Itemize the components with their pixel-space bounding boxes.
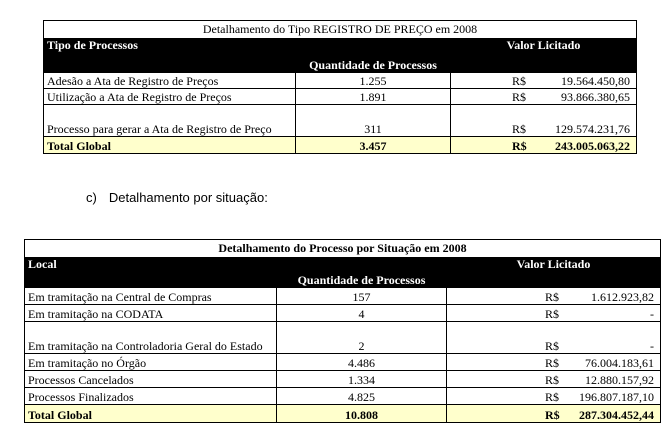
table-row	[25, 288, 661, 305]
amount: -	[650, 307, 655, 321]
row-label: Em tramitação na CODATA	[25, 305, 277, 322]
caption-marker: c)	[86, 190, 97, 205]
row-qty: 311	[296, 105, 451, 137]
row-label: Utilização a Ata de Registro de Preços	[44, 89, 296, 105]
table-row	[25, 305, 661, 322]
row-value	[451, 73, 637, 89]
registro-preco-table	[43, 20, 637, 154]
currency: R$	[545, 373, 560, 387]
total-value	[451, 137, 637, 154]
header-qty: Quantidade de Processos	[277, 258, 447, 288]
row-value	[447, 371, 661, 388]
total-row	[25, 405, 661, 423]
table-row	[44, 89, 637, 105]
currency: R$	[545, 390, 560, 404]
row-qty: 1.334	[277, 371, 447, 388]
table-row	[44, 73, 637, 89]
row-label: Processos Cancelados	[25, 371, 277, 388]
table-row	[44, 105, 637, 137]
currency: R$	[545, 408, 560, 422]
table-title: Detalhamento do Processo por Situação em 2008	[25, 240, 661, 258]
currency: R$	[512, 74, 527, 88]
table-title-row	[44, 21, 637, 39]
row-label: Em tramitação na Controladoria Geral do Estado	[25, 322, 277, 354]
row-qty: 4	[277, 305, 447, 322]
row-value	[447, 305, 661, 322]
header-type: Local	[25, 258, 277, 288]
row-value	[447, 288, 661, 305]
caption-text: Detalhamento por situação:	[108, 190, 268, 205]
amount: 287.304.452,44	[579, 408, 655, 422]
total-label: Total Global	[44, 137, 296, 154]
amount: 12.880.157,92	[585, 373, 655, 387]
amount: 1.612.923,82	[591, 290, 655, 304]
row-label: Em tramitação no Órgão	[25, 354, 277, 371]
row-qty: 4.825	[277, 388, 447, 405]
row-label: Adesão a Ata de Registro de Preços	[44, 73, 296, 89]
amount: 19.564.450,80	[561, 74, 630, 88]
row-label: Processo para gerar a Ata de Registro de Preço	[44, 105, 296, 137]
table-header-row	[44, 39, 637, 73]
row-label: Em tramitação na Central de Compras	[25, 288, 277, 305]
currency: R$	[512, 90, 527, 104]
total-qty: 3.457	[296, 137, 451, 154]
row-qty: 1.255	[296, 73, 451, 89]
table-row	[25, 371, 661, 388]
table-row	[25, 388, 661, 405]
row-value	[447, 354, 661, 371]
currency: R$	[545, 356, 560, 370]
amount: 196.807.187,10	[579, 390, 655, 404]
row-qty: 4.486	[277, 354, 447, 371]
header-type: Tipo de Processos	[44, 39, 296, 73]
currency: R$	[512, 122, 527, 136]
table-title: Detalhamento do Tipo REGISTRO DE PREÇO em 2008	[44, 21, 637, 39]
row-value	[447, 322, 661, 354]
row-value	[451, 105, 637, 137]
row-value	[447, 388, 661, 405]
amount: 76.004.183,61	[585, 356, 655, 370]
total-row	[44, 137, 637, 154]
currency: R$	[545, 290, 560, 304]
currency: R$	[545, 339, 560, 353]
amount: -	[650, 339, 655, 353]
section-caption	[86, 190, 268, 205]
row-value	[451, 89, 637, 105]
row-label: Processos Finalizados	[25, 388, 277, 405]
currency: R$	[512, 139, 527, 153]
header-qty: Quantidade de Processos	[296, 39, 451, 73]
situacao-table	[24, 239, 661, 423]
row-qty: 1.891	[296, 89, 451, 105]
total-qty: 10.808	[277, 405, 447, 423]
amount: 129.574.231,76	[555, 122, 630, 136]
amount: 93.866.380,65	[561, 90, 630, 104]
total-label: Total Global	[25, 405, 277, 423]
table-row	[25, 354, 661, 371]
table-row	[25, 322, 661, 354]
amount: 243.005.063,22	[555, 139, 630, 153]
row-qty: 157	[277, 288, 447, 305]
total-value	[447, 405, 661, 423]
currency: R$	[545, 307, 560, 321]
header-value: Valor Licitado	[451, 39, 637, 73]
table-title-row	[25, 240, 661, 258]
header-value: Valor Licitado	[447, 258, 661, 288]
row-qty: 2	[277, 322, 447, 354]
table-header-row	[25, 258, 661, 288]
